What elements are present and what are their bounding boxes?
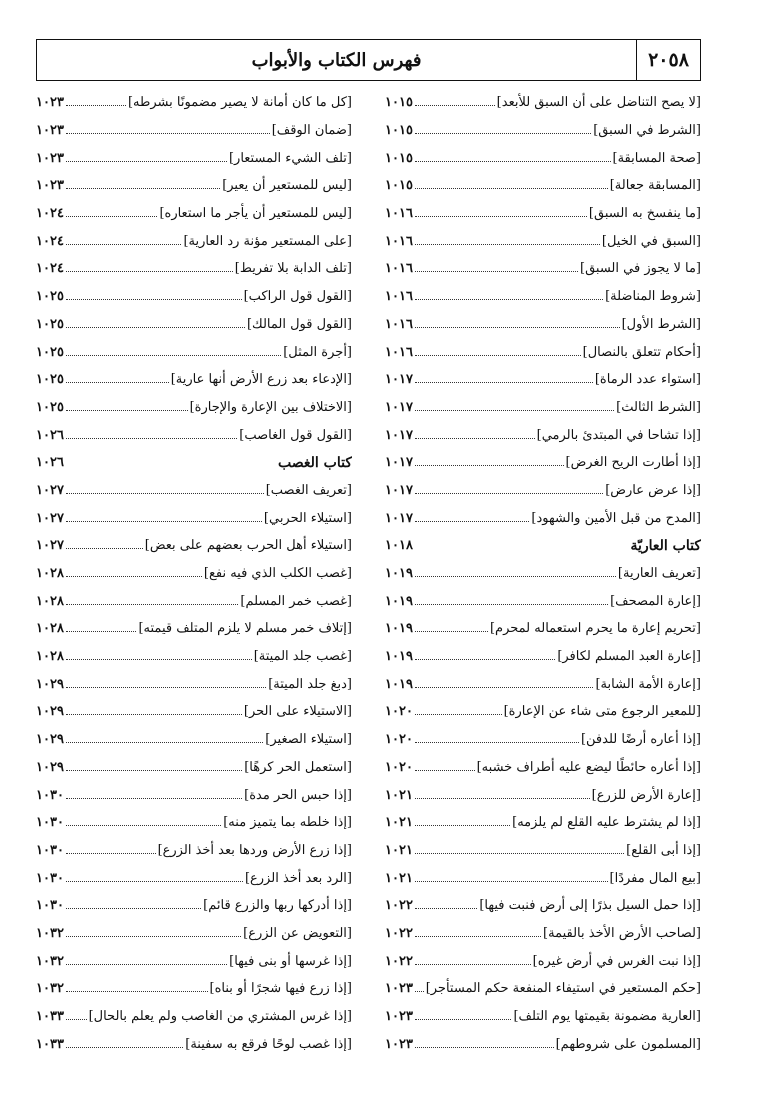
entry-title: [لصاحب الأرض الأخذ بالقيمة] (543, 925, 701, 941)
dot-leader (66, 161, 227, 162)
entry-page-number: ١٠٢٥ (36, 399, 64, 415)
dot-leader (66, 1019, 87, 1020)
entry-page-number: ١٠١٧ (385, 372, 413, 388)
dot-leader (66, 548, 143, 549)
dot-leader (415, 161, 611, 162)
entry-title: [إعارة المصحف] (610, 593, 701, 609)
entry-title: [المدح من قبل الأمين والشهود] (531, 510, 701, 526)
entry-title: [إذا أعاره أرضًا للدفن] (580, 732, 701, 748)
entry-page-number: ١٠٣٠ (36, 787, 64, 803)
index-entry (36, 366, 352, 394)
dot-leader (66, 105, 126, 106)
dot-leader (66, 770, 242, 771)
entry-title: [إذا عرض عارض] (605, 482, 701, 498)
dot-leader (66, 355, 281, 356)
entry-title: [بيع المال مفردًا] (609, 870, 701, 886)
entry-title: [ما ينفسخ به السبق] (588, 206, 701, 222)
entry-title: [تعريف الغصب] (265, 482, 352, 498)
entry-page-number: ١٠٢٥ (36, 289, 64, 305)
entry-page-number: ١٠١٦ (385, 316, 413, 332)
entry-title: [الشرط الثالث] (616, 399, 701, 415)
dot-leader (66, 244, 182, 245)
entry-title: [غصب خمر المسلم] (240, 593, 352, 609)
entry-title: [العارية مضمونة بقيمتها يوم التلف] (513, 1009, 701, 1025)
entry-page-number: ١٠٣٠ (36, 898, 64, 914)
entry-page-number: ١٠٢٠ (385, 704, 413, 720)
dot-leader (66, 631, 137, 632)
entry-page-number: ١٠٣٠ (36, 815, 64, 831)
dot-leader (66, 382, 169, 383)
dot-leader (66, 271, 233, 272)
entry-page-number: ١٠٢٣ (36, 95, 64, 111)
entry-page-number: ١٠١٦ (385, 206, 413, 222)
entry-page-number: ١٠٢١ (385, 815, 413, 831)
entry-page-number: ١٠٣٣ (36, 1036, 64, 1052)
index-entry (385, 89, 701, 117)
dot-leader (66, 438, 237, 439)
index-entry (385, 504, 701, 532)
dot-leader (66, 991, 208, 992)
entry-title: [لا يصح التناضل على أن السبق للأبعد] (496, 95, 701, 111)
index-entry (385, 947, 701, 975)
index-entry (36, 477, 352, 505)
entry-page-number: ١٠١٧ (385, 399, 413, 415)
dot-leader (415, 355, 581, 356)
entry-title: [تلف الشيء المستعار] (228, 150, 352, 166)
index-entry (36, 560, 352, 588)
index-entry (36, 809, 352, 837)
index-column-right (385, 89, 701, 1058)
index-section-heading (385, 532, 701, 560)
entry-title: [التعويض عن الزرع] (243, 925, 352, 941)
entry-title: [إذا غصب لوحًا فرقع به سفينة] (185, 1036, 352, 1052)
entry-title: [على المستعير مؤنة رد العارية] (183, 233, 352, 249)
dot-leader (415, 465, 564, 466)
dot-leader (415, 936, 541, 937)
entry-title: [كل ما كان أمانة لا يصير مضمونًا بشرطه] (127, 95, 352, 111)
entry-title: [للمعير الرجوع متى شاء عن الإعارة] (503, 704, 701, 720)
entry-page-number: ١٠٢٦ (36, 427, 64, 443)
entry-page-number: ١٠٣٠ (36, 870, 64, 886)
entry-page-number: ١٠٢٣ (385, 981, 413, 997)
dot-leader (415, 770, 475, 771)
entry-title: [إذا لم يشترط عليه القلع لم يلزمه] (512, 815, 701, 831)
dot-leader (66, 521, 262, 522)
entry-title: [إذا خلطه بما يتميز منه] (223, 815, 352, 831)
index-column-left (36, 89, 352, 1058)
dot-leader (66, 188, 220, 189)
entry-page-number: ١٠٢٨ (36, 621, 64, 637)
entry-page-number: ١٠٢٨ (36, 593, 64, 609)
dot-leader (66, 798, 242, 799)
dot-leader (415, 271, 578, 272)
index-entry (385, 144, 701, 172)
entry-page-number: ١٠٢٤ (36, 206, 64, 222)
entry-page-number: ١٠١٥ (385, 123, 413, 139)
entry-page-number: ١٠١٩ (385, 649, 413, 665)
entry-page-number: ١٠١٥ (385, 150, 413, 166)
index-entry (385, 670, 701, 698)
entry-page-number: ١٠٢٢ (385, 925, 413, 941)
dot-leader (415, 853, 624, 854)
entry-page-number: ١٠١٩ (385, 676, 413, 692)
entry-page-number: ١٠٢٣ (385, 1036, 413, 1052)
entry-title: [الاختلاف بين الإعارة والإجارة] (189, 399, 352, 415)
entry-page-number: ١٠٢١ (385, 870, 413, 886)
index-entry (36, 421, 352, 449)
page-header (36, 39, 701, 81)
dot-leader (66, 908, 201, 909)
index-entry (36, 975, 352, 1003)
entry-title: [أحكام تتعلق بالنصال] (582, 344, 701, 360)
entry-title: [إذا حمل السيل بذرًا إلى أرض فنبت فيها] (479, 898, 701, 914)
entry-title: [شروط المناضلة] (605, 289, 701, 305)
index-entry (385, 837, 701, 865)
index-entry (36, 1030, 352, 1058)
dot-leader (415, 1047, 554, 1048)
dot-leader (415, 410, 614, 411)
entry-title: [دبغ جلد الميتة] (268, 676, 352, 692)
entry-title: [القول قول الراكب] (243, 289, 352, 305)
page-number: ٢٠٥٨ (636, 40, 700, 80)
index-entry (385, 1003, 701, 1031)
entry-title: [ليس للمستعير أن يعير] (222, 178, 352, 194)
index-entry (385, 394, 701, 422)
dot-leader (66, 714, 242, 715)
entry-page-number: ١٠١٥ (385, 178, 413, 194)
entry-title: [القول قول الغاصب] (239, 427, 352, 443)
entry-title: [المسلمون على شروطهم] (555, 1036, 701, 1052)
entry-page-number: ١٠٢٢ (385, 898, 413, 914)
index-entry (36, 837, 352, 865)
index-entry (385, 200, 701, 228)
index-entry (36, 117, 352, 145)
index-entry (385, 227, 701, 255)
entry-title: [المسابقة جعالة] (609, 178, 701, 194)
entry-page-number: ١٠١٧ (385, 510, 413, 526)
dot-leader (415, 825, 510, 826)
dot-leader (415, 631, 488, 632)
index-entry (385, 1030, 701, 1058)
entry-page-number: ١٠١٩ (385, 593, 413, 609)
index-entry (36, 643, 352, 671)
dot-leader (415, 521, 529, 522)
dot-leader (415, 687, 594, 688)
entry-title: [الإدعاء بعد زرع الأرض أنها عارية] (170, 372, 352, 388)
entry-title: [صحة المسابقة] (612, 150, 701, 166)
dot-leader (66, 881, 243, 882)
index-entry (36, 338, 352, 366)
entry-title: [استيلاء الصغير] (265, 732, 352, 748)
dot-leader (66, 687, 266, 688)
index-entry (385, 283, 701, 311)
index-entry (36, 283, 352, 311)
index-entry (36, 947, 352, 975)
dot-leader (415, 964, 531, 965)
index-entry (36, 172, 352, 200)
dot-leader (415, 742, 579, 743)
entry-page-number: ١٠٢٧ (36, 510, 64, 526)
dot-leader (415, 105, 495, 106)
index-entry (385, 615, 701, 643)
entry-page-number: ١٠١٥ (385, 95, 413, 111)
entry-title: [إذا زرع الأرض وردها بعد أخذ الزرع] (157, 842, 352, 858)
index-entry (385, 477, 701, 505)
index-entry (36, 89, 352, 117)
index-entry (385, 421, 701, 449)
index-entry (385, 726, 701, 754)
dot-leader (66, 604, 238, 605)
entry-page-number: ١٠٢١ (385, 842, 413, 858)
dot-leader (415, 327, 620, 328)
dot-leader (66, 825, 221, 826)
entry-title: [إذا حبس الحر مدة] (244, 787, 352, 803)
dot-leader (415, 1019, 512, 1020)
dot-leader (66, 493, 264, 494)
entry-page-number: ١٠٢٩ (36, 704, 64, 720)
dot-leader (415, 188, 608, 189)
index-entry (36, 394, 352, 422)
entry-page-number: ١٠٢٧ (36, 482, 64, 498)
dot-leader (415, 991, 424, 992)
entry-page-number: ١٠٣٣ (36, 1009, 64, 1025)
index-entry (36, 920, 352, 948)
entry-page-number: ١٠١٩ (385, 621, 413, 637)
entry-page-number: ١٠٢٥ (36, 344, 64, 360)
entry-page-number: ١٠١٨ (385, 538, 413, 554)
index-entry (36, 200, 352, 228)
index-entry (385, 920, 701, 948)
index-entry (385, 311, 701, 339)
index-entry (385, 754, 701, 782)
index-entry (385, 809, 701, 837)
entry-title: [الاستيلاء على الحر] (243, 704, 352, 720)
entry-title: [حكم المستعير في استيفاء المنفعة حكم المستأجر] (425, 981, 701, 997)
index-entry (385, 560, 701, 588)
index-entry (36, 311, 352, 339)
dot-leader (66, 410, 188, 411)
entry-title: [إذا زرع فيها شجرًا أو بناه] (209, 981, 352, 997)
index-entry (36, 754, 352, 782)
entry-page-number: ١٠٣٠ (36, 842, 64, 858)
entry-page-number: ١٠٢٩ (36, 732, 64, 748)
entry-title: [إذا أبى القلع] (626, 842, 701, 858)
entry-page-number: ١٠٣٢ (36, 981, 64, 997)
entry-title: [إذا أدركها ربها والزرع قائم] (203, 898, 352, 914)
index-entry (36, 781, 352, 809)
index-entry (36, 227, 352, 255)
entry-title: [ضمان الوقف] (271, 123, 352, 139)
entry-page-number: ١٠٢٥ (36, 372, 64, 388)
index-entry (36, 726, 352, 754)
entry-page-number: ١٠٢٤ (36, 261, 64, 277)
index-entry (385, 255, 701, 283)
index-entry (385, 117, 701, 145)
entry-page-number: ١٠٢٥ (36, 316, 64, 332)
dot-leader (66, 659, 252, 660)
dot-leader (66, 299, 242, 300)
index-entry (385, 892, 701, 920)
dot-leader (415, 604, 608, 605)
dot-leader (66, 133, 270, 134)
index-entry (36, 670, 352, 698)
entry-title: [استواء عدد الرماة] (594, 372, 701, 388)
dot-leader (415, 659, 555, 660)
dot-leader (415, 299, 603, 300)
entry-title: [تحريم إعارة ما يحرم استعماله لمحرم] (489, 621, 701, 637)
entry-title: [الشرط الأول] (621, 316, 701, 332)
index-entry (385, 781, 701, 809)
entry-page-number: ١٠٢٣ (385, 1009, 413, 1025)
index-entry (36, 504, 352, 532)
entry-title: [إذا تشاحا في المبتدئ بالرمي] (536, 427, 701, 443)
index-entry (385, 698, 701, 726)
entry-page-number: ١٠٢٦ (36, 455, 64, 471)
index-entry (385, 975, 701, 1003)
entry-title: [استعمل الحر كرهًا] (244, 759, 352, 775)
entry-title: [الرد بعد أخذ الزرع] (244, 870, 352, 886)
index-entry (36, 892, 352, 920)
entry-title: [استيلاء الحربي] (263, 510, 352, 526)
dot-leader (415, 216, 587, 217)
entry-title: [غصب جلد الميتة] (253, 649, 352, 665)
entry-page-number: ١٠٢٤ (36, 233, 64, 249)
dot-leader (66, 853, 156, 854)
entry-title: [القول قول المالك] (246, 316, 352, 332)
entry-title: كتاب العاريّة (630, 537, 701, 554)
entry-title: [السبق في الخيل] (601, 233, 701, 249)
entry-title: [إذا نبت الغرس في أرض غيره] (532, 953, 701, 969)
entry-page-number: ١٠١٧ (385, 427, 413, 443)
entry-page-number: ١٠٢٢ (385, 953, 413, 969)
entry-title: [الشرط في السبق] (593, 123, 701, 139)
entry-title: [تعريف العارية] (617, 566, 701, 582)
entry-title: [ما لا يجوز في السبق] (580, 261, 701, 277)
entry-title: [ليس للمستعير أن يأجر ما استعاره] (159, 206, 352, 222)
entry-title: [إعارة الأرض للزرع] (591, 787, 701, 803)
entry-title: [إذا غرسها أو بنى فيها] (229, 953, 352, 969)
index-entry (385, 864, 701, 892)
index-entry (385, 366, 701, 394)
index-entry (36, 532, 352, 560)
entry-page-number: ١٠١٦ (385, 233, 413, 249)
entry-title: [إذا أطارت الريح الغرض] (565, 455, 701, 471)
dot-leader (415, 798, 590, 799)
entry-page-number: ١٠٢٨ (36, 566, 64, 582)
dot-leader (66, 936, 241, 937)
entry-title: [تلف الدابة بلا تفريط] (234, 261, 352, 277)
entry-page-number: ١٠١٧ (385, 482, 413, 498)
index-entry (36, 864, 352, 892)
dot-leader (415, 908, 477, 909)
index-entry (36, 698, 352, 726)
index-entry (36, 615, 352, 643)
entry-page-number: ١٠٣٢ (36, 953, 64, 969)
dot-leader (415, 493, 603, 494)
dot-leader (66, 1047, 183, 1048)
entry-page-number: ١٠٢٠ (385, 759, 413, 775)
entry-page-number: ١٠٢٣ (36, 150, 64, 166)
index-entry (385, 172, 701, 200)
entry-page-number: ١٠٢٩ (36, 759, 64, 775)
entry-title: [إذا أعاره حائطًا ليضع عليه أطراف خشبه] (476, 759, 701, 775)
index-entry (385, 587, 701, 615)
entry-title: [غصب الكلب الذي فيه نفع] (203, 566, 352, 582)
index-section-heading (36, 449, 352, 477)
entry-page-number: ١٠٢٩ (36, 676, 64, 692)
entry-page-number: ١٠١٦ (385, 289, 413, 305)
dot-leader (415, 714, 502, 715)
entry-page-number: ١٠١٦ (385, 344, 413, 360)
dot-leader (66, 742, 263, 743)
dot-leader (415, 576, 616, 577)
index-entry (385, 338, 701, 366)
entry-page-number: ١٠٢٧ (36, 538, 64, 554)
dot-leader (66, 964, 227, 965)
dot-leader (66, 327, 245, 328)
index-entry (385, 643, 701, 671)
entry-page-number: ١٠٢٠ (385, 732, 413, 748)
index-entry (385, 449, 701, 477)
dot-leader (66, 576, 202, 577)
entry-page-number: ١٠١٦ (385, 261, 413, 277)
index-entry (36, 255, 352, 283)
page-title: فهرس الكتاب والأبواب (251, 49, 422, 71)
entry-title: [إعارة الأمة الشابة] (595, 676, 701, 692)
index-entry (36, 1003, 352, 1031)
entry-title: [إتلاف خمر مسلم لا يلزم المتلف قيمته] (138, 621, 352, 637)
entry-title: [إعارة العبد المسلم لكافر] (557, 649, 701, 665)
entry-title: [استيلاء أهل الحرب بعضهم على بعض] (144, 538, 352, 554)
dot-leader (66, 216, 158, 217)
entry-page-number: ١٠٢٣ (36, 123, 64, 139)
index-entry (36, 144, 352, 172)
index-entry (36, 587, 352, 615)
entry-title: [أجرة المثل] (283, 344, 352, 360)
dot-leader (415, 438, 535, 439)
dot-leader (415, 382, 593, 383)
entry-page-number: ١٠٢٣ (36, 178, 64, 194)
entry-title: [إذا غرس المشتري من الغاصب ولم يعلم بالحال] (88, 1009, 352, 1025)
entry-page-number: ١٠٢١ (385, 787, 413, 803)
entry-page-number: ١٠٣٢ (36, 925, 64, 941)
entry-page-number: ١٠٢٨ (36, 649, 64, 665)
dot-leader (415, 881, 608, 882)
dot-leader (415, 244, 600, 245)
entry-page-number: ١٠١٧ (385, 455, 413, 471)
entry-page-number: ١٠١٩ (385, 566, 413, 582)
dot-leader (415, 133, 591, 134)
entry-title: كتاب الغصب (277, 454, 352, 471)
